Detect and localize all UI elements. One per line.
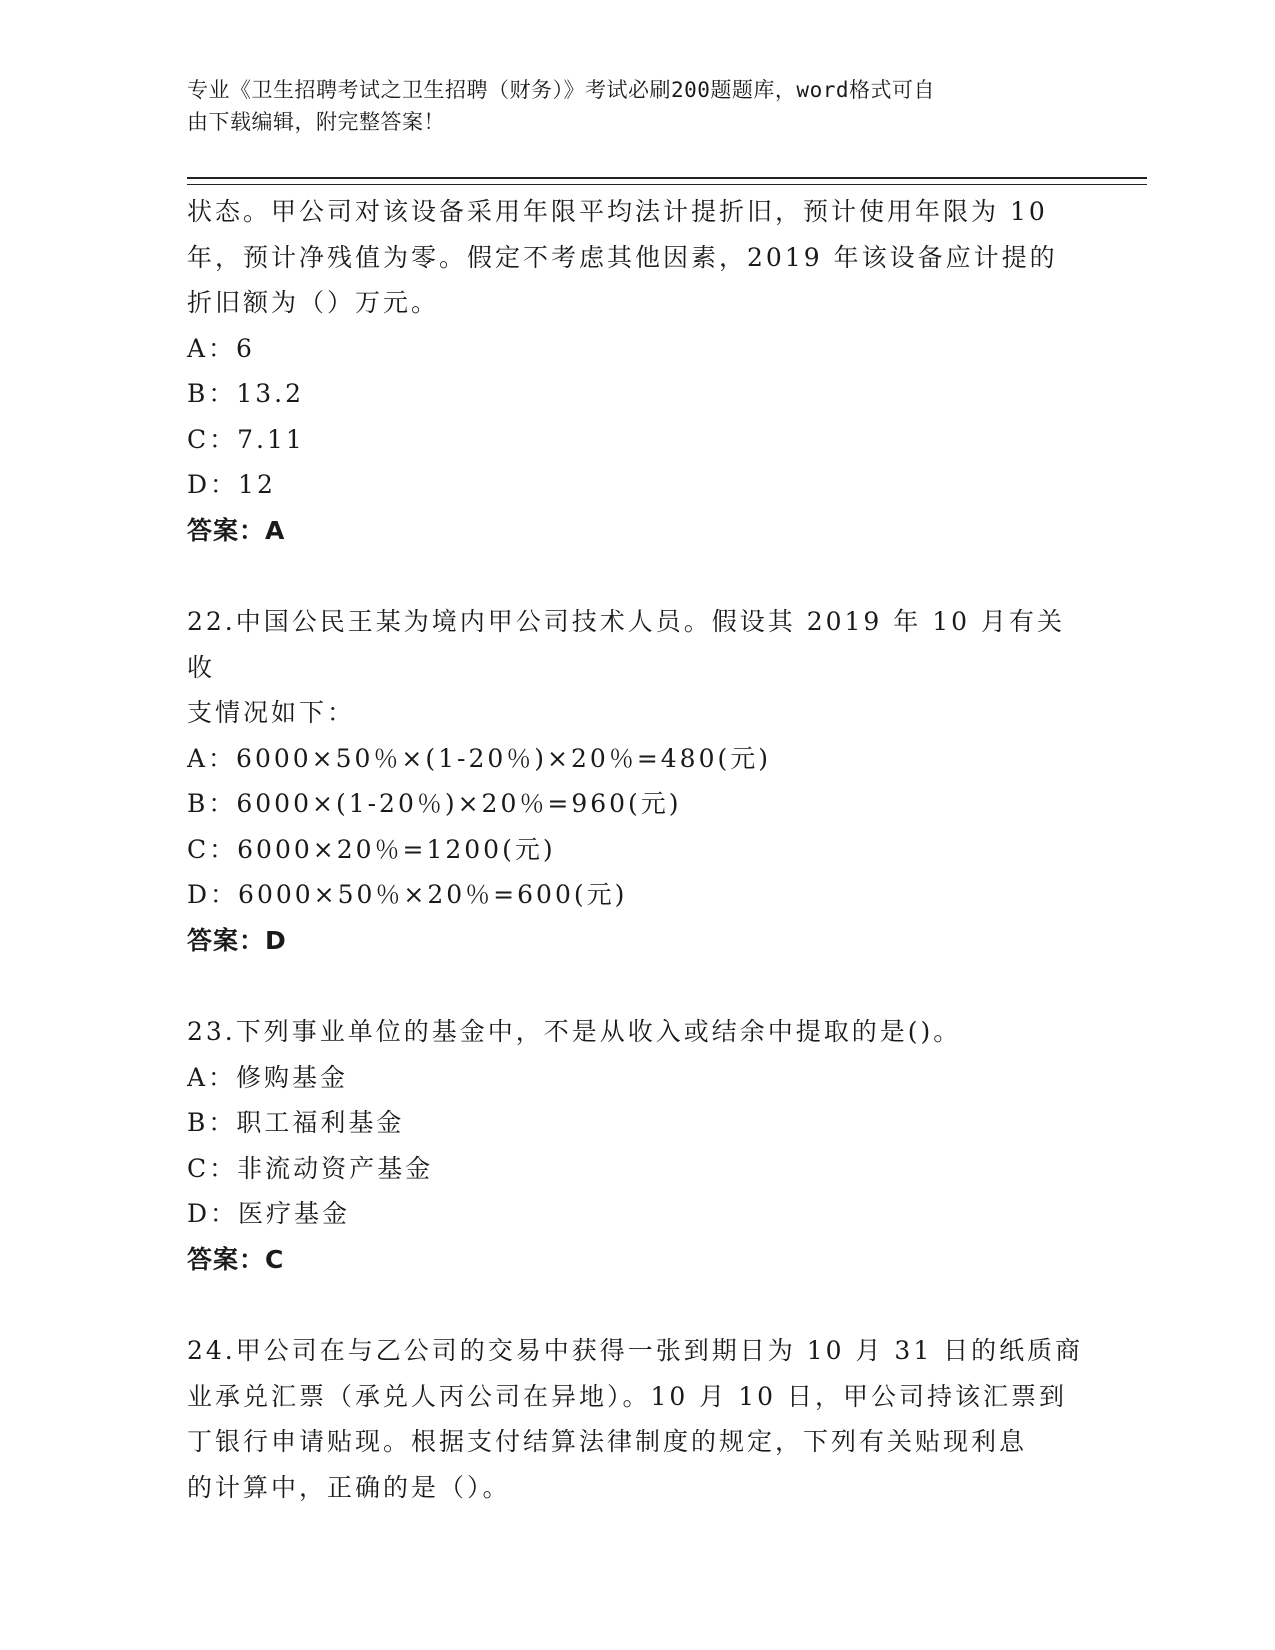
question-text-line: 业承兑汇票（承兑人丙公司在异地）。10 月 10 日，甲公司持该汇票到 — [187, 1381, 1067, 1411]
option-a: A：6000×50％×(1-20％)×20％=480(元) — [187, 743, 771, 773]
question-text-line: 状态。甲公司对该设备采用年限平均法计提折旧，预计使用年限为 10 — [187, 197, 1048, 226]
spacer — [187, 1282, 1087, 1328]
document-header — [187, 74, 1067, 138]
option-b: B：职工福利基金 — [187, 1108, 405, 1137]
question-text-line: 折旧额为（）万元。 — [187, 288, 440, 317]
question-23 — [187, 1009, 1087, 1282]
document-body — [187, 189, 1087, 1510]
question-text-line: 23.下列事业单位的基金中，不是从收入或结余中提取的是()。 — [187, 1017, 962, 1046]
spacer — [187, 553, 1087, 599]
option-d: D：医疗基金 — [187, 1199, 351, 1228]
option-b: B：6000×(1-20％)×20％=960(元) — [187, 789, 682, 818]
question-text-line: 支情况如下： — [187, 698, 356, 727]
header-rule-thin — [187, 184, 1147, 185]
question-24 — [187, 1328, 1087, 1510]
question-text-line: 的计算中，正确的是（）。 — [187, 1472, 511, 1502]
option-d: D：6000×50％×20％=600(元) — [187, 880, 628, 909]
answer-line: 答案：D — [187, 925, 287, 955]
option-a: A：修购基金 — [187, 1062, 349, 1092]
option-b: B：13.2 — [187, 379, 305, 408]
question-22 — [187, 599, 1087, 963]
answer-line: 答案：A — [187, 515, 286, 545]
header-line-1: 专业《卫生招聘考试之卫生招聘（财务）》考试必刷200题题库，word格式可自 — [187, 78, 935, 102]
question-text-line: 丁银行申请贴现。根据支付结算法律制度的规定，下列有关贴现利息 — [187, 1427, 1028, 1456]
question-text-line: 22.中国公民王某为境内甲公司技术人员。假设其 2019 年 10 月有关收 — [187, 607, 1065, 682]
header-rule-thick — [187, 177, 1147, 179]
question-text-line: 24.甲公司在与乙公司的交易中获得一张到期日为 10 月 31 日的纸质商 — [187, 1336, 1084, 1365]
spacer — [187, 963, 1087, 1009]
question-21 — [187, 189, 1087, 553]
option-c: C：6000×20％=1200(元) — [187, 834, 556, 864]
option-c: C：7.11 — [187, 424, 305, 454]
option-d: D：12 — [187, 470, 276, 499]
header-line-2: 由下载编辑，附完整答案！ — [187, 110, 445, 134]
question-text-line: 年，预计净残值为零。假定不考虑其他因素，2019 年该设备应计提的 — [187, 242, 1058, 272]
option-a: A：6 — [187, 333, 255, 363]
answer-line: 答案：C — [187, 1244, 285, 1274]
option-c: C：非流动资产基金 — [187, 1153, 434, 1183]
